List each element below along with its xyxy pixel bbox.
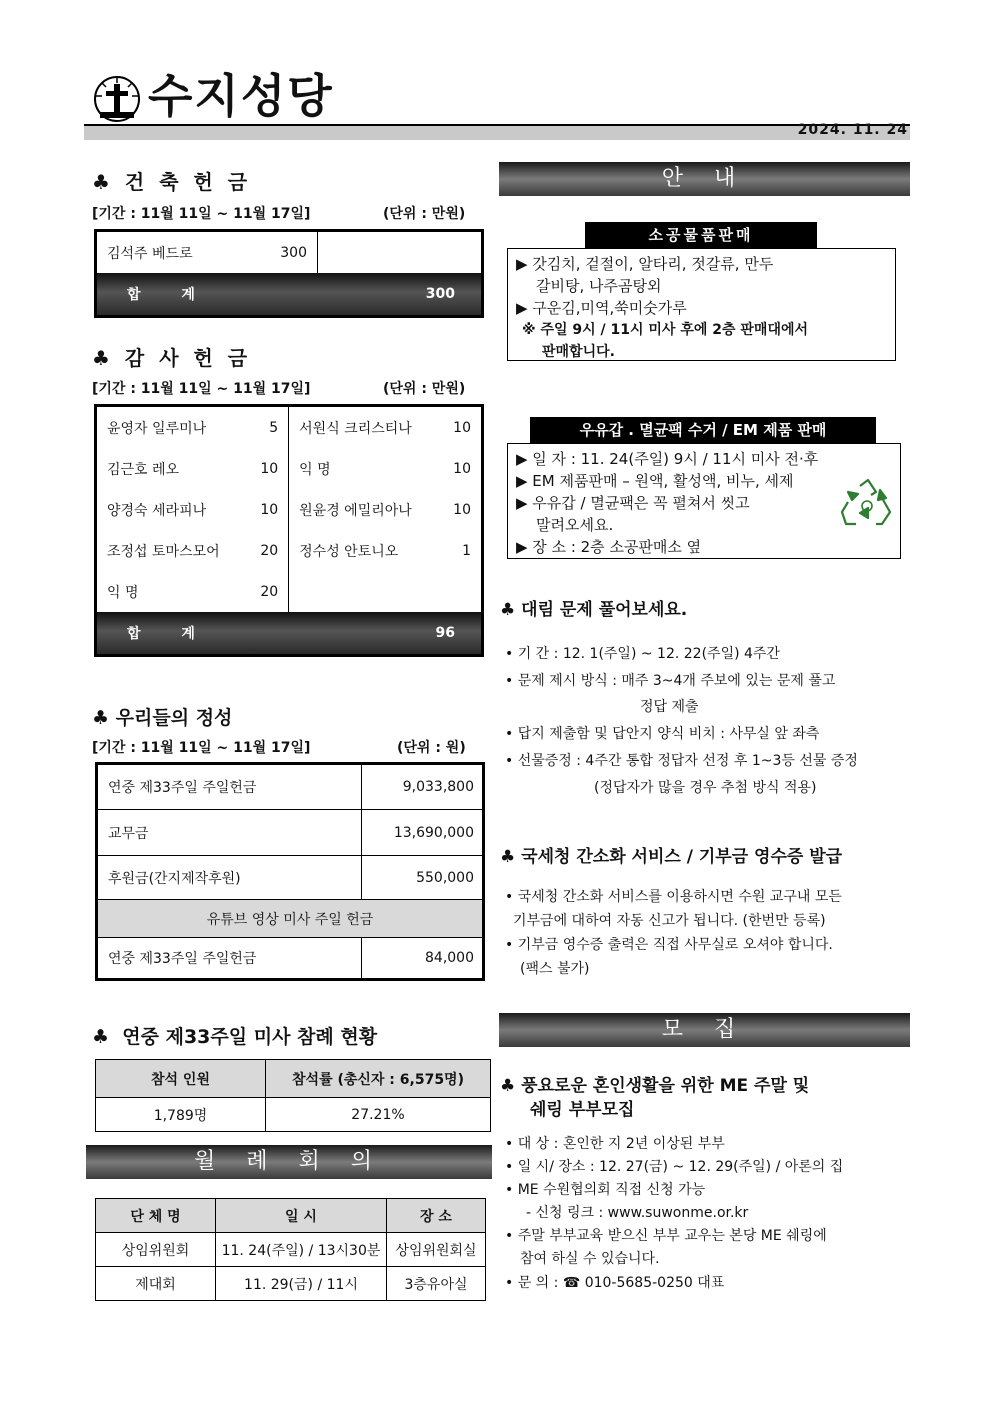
donor-name: 익 명 <box>107 584 139 601</box>
thanks-offering-title: ♣ 감 사 헌 금 <box>92 346 252 370</box>
table-row <box>96 1267 486 1301</box>
donor-name: 익 명 <box>299 461 331 478</box>
building-fund-period: [기간 : 11월 11일 ~ 11월 17일] <box>92 206 311 222</box>
donor-amount: 10 <box>453 419 471 436</box>
meeting-place: 상임위원회실 <box>387 1233 486 1267</box>
meeting-time: 11. 29(금) / 11시 <box>216 1267 387 1301</box>
table-row <box>97 938 484 980</box>
notice-line: ▶ 갓김치, 겉절이, 알타리, 젓갈류, 만두 <box>516 255 774 273</box>
item-amount: 13,690,000 <box>362 810 484 856</box>
table-row <box>96 448 483 489</box>
donor-amount: 10 <box>249 448 289 489</box>
table-row <box>96 406 483 449</box>
notice-line: ▶ 우유갑 / 멸균팩은 꼭 펼쳐서 씻고 <box>516 494 750 512</box>
notice-line: 말려오세요. <box>536 516 614 534</box>
sale-box <box>507 248 896 361</box>
table-row <box>96 1233 486 1267</box>
recruit-title-2: 쉐링 부부모집 <box>530 1100 635 1120</box>
donor-amount: 20 <box>249 571 289 612</box>
recruit-line: • 일 시/ 장소 : 12. 27(금) ~ 12. 29(주일) / 아론의 집 <box>505 1159 844 1175</box>
item-name: 연중 제33주일 주일헌금 <box>97 938 362 980</box>
tax-line: 기부금에 대하여 자동 신고가 됩니다. (한번만 등록) <box>513 913 826 929</box>
recruit-line: • 주말 부부교육 받으신 부부 교우는 본당 ME 쉐링에 <box>505 1228 827 1244</box>
attendance-title: ♣ 연중 제33주일 미사 참례 현황 <box>92 1026 378 1048</box>
notice-line: ▶ EM 제품판매 – 원액, 활성액, 비누, 세제 <box>516 472 794 490</box>
table-row <box>97 856 484 900</box>
item-amount: 550,000 <box>362 856 484 900</box>
donor-name: 윤영자 일루미나 <box>107 420 207 437</box>
total-amount: 96 <box>426 612 483 656</box>
attendance-count: 1,789명 <box>96 1098 266 1132</box>
item-name: 후원금(간지제작후원) <box>97 856 362 900</box>
column-header: 단 체 명 <box>96 1199 216 1233</box>
donor-amount: 300 <box>267 231 318 274</box>
quiz-title: ♣ 대림 문제 풀어보세요. <box>500 600 688 620</box>
group-name: 제대회 <box>96 1267 216 1301</box>
recycle-icon <box>838 478 898 534</box>
recruit-line: - 신청 링크 : www.suwonme.or.kr <box>526 1205 749 1221</box>
donor-amount: 20 <box>249 530 289 571</box>
quiz-line: • 선물증정 : 4주간 통합 정답자 선정 후 1~3등 선물 증정 <box>505 753 858 769</box>
total-label: 합 계 <box>96 273 268 317</box>
quiz-line: • 문제 제시 방식 : 매주 3~4개 주보에 있는 문제 풀고 <box>505 673 836 689</box>
table-header-row <box>96 1199 486 1233</box>
tax-line: (팩스 불가) <box>520 961 590 977</box>
donor-amount: 10 <box>249 489 289 530</box>
recruit-banner: 모 집 <box>499 1013 910 1047</box>
donor-name: 양경숙 세라피나 <box>107 502 207 519</box>
club-icon: ♣ <box>500 1076 516 1096</box>
monthly-meeting-banner: 월 례 회 의 <box>86 1145 492 1179</box>
club-icon: ♣ <box>500 600 516 620</box>
donor-amount: 10 <box>453 460 471 477</box>
column-header: 참석률 (총신자 : 6,575명) <box>266 1060 491 1098</box>
donor-amount: 1 <box>462 542 471 559</box>
our-offering-unit: (단위 : 원) <box>397 740 466 756</box>
notice-line: ▶ 일 자 : 11. 24(주일) 9시 / 11시 미사 전·후 <box>516 450 819 468</box>
table-row <box>97 810 484 856</box>
meeting-time: 11. 24(주일) / 13시30분 <box>216 1233 387 1267</box>
donor-amount: 10 <box>453 501 471 518</box>
attendance-rate: 27.21% <box>266 1098 491 1132</box>
notice-banner: 안 내 <box>499 162 910 196</box>
item-name: 교무금 <box>97 810 362 856</box>
table-row <box>96 489 483 530</box>
donor-name: 원윤경 에밀리아나 <box>299 502 412 519</box>
notice-line: ▶ 구운김,미역,쑥미숫가루 <box>516 299 687 317</box>
church-name: 수지성당 <box>148 69 334 123</box>
donor-name: 김석주 베드로 <box>107 245 193 262</box>
group-name: 상임위원회 <box>96 1233 216 1267</box>
empty-cell <box>318 231 483 274</box>
item-amount: 9,033,800 <box>362 764 484 810</box>
recruit-line: • 대 상 : 혼인한 지 2년 이상된 부부 <box>505 1136 725 1152</box>
recycle-tag: 우유갑 . 멸균팩 수거 / EM 제품 판매 <box>530 417 876 443</box>
tax-title: ♣ 국세청 간소화 서비스 / 기부금 영수증 발급 <box>500 847 843 867</box>
donor-name: 조정섭 토마스모어 <box>107 543 220 560</box>
building-fund-unit: (단위 : 만원) <box>383 206 466 222</box>
table-row <box>96 571 483 612</box>
building-fund-table <box>94 229 484 318</box>
meeting-place: 3층유아실 <box>387 1267 486 1301</box>
thanks-offering-unit: (단위 : 만원) <box>383 381 466 397</box>
thanks-offering-period: [기간 : 11월 11일 ~ 11월 17일] <box>92 381 311 397</box>
building-fund-title: ♣ 건 축 헌 금 <box>92 170 252 194</box>
column-header: 참석 인원 <box>96 1060 266 1098</box>
quiz-line: (정답자가 많을 경우 추첨 방식 적용) <box>594 780 817 796</box>
youtube-header: 유튜브 영상 미사 주일 헌금 <box>97 900 484 938</box>
sale-tag: 소공물품판매 <box>585 222 817 248</box>
our-offering-period: [기간 : 11월 11일 ~ 11월 17일] <box>92 740 311 756</box>
notice-line: ▶ 장 소 : 2층 소공판매소 옆 <box>516 538 702 556</box>
recruit-line: • ME 수원협의회 직접 신청 가능 <box>505 1182 706 1198</box>
donor-amount: 5 <box>249 406 289 449</box>
recruit-line: • 문 의 : ☎ 010-5685-0250 대표 <box>505 1275 725 1291</box>
quiz-line: 정답 제출 <box>640 699 699 715</box>
tax-line: • 국세청 간소화 서비스를 이용하시면 수원 교구내 모든 <box>505 889 842 905</box>
attendance-table <box>95 1059 491 1132</box>
church-logo-icon <box>92 74 142 124</box>
youtube-header-row <box>97 900 484 938</box>
donor-name: 서원식 크리스티나 <box>299 420 412 437</box>
notice-line: 갈비탕, 나주곰탕외 <box>536 277 662 295</box>
total-label: 합 계 <box>96 612 249 656</box>
our-offering-table <box>95 762 485 981</box>
notice-line: 판매합니다. <box>542 344 615 360</box>
total-row <box>96 273 483 317</box>
header-bar <box>84 126 910 140</box>
column-header: 일 시 <box>216 1199 387 1233</box>
tax-line: • 기부금 영수증 출력은 직접 사무실로 오셔야 합니다. <box>505 937 833 953</box>
club-icon: ♣ <box>92 346 114 370</box>
notice-line: ※ 주일 9시 / 11시 미사 후에 2층 판매대에서 <box>522 322 809 338</box>
column-header: 장 소 <box>387 1199 486 1233</box>
issue-date: 2024. 11. 24 <box>797 122 908 138</box>
item-name: 연중 제33주일 주일헌금 <box>97 764 362 810</box>
club-icon: ♣ <box>92 1026 110 1048</box>
recruit-line: 참여 하실 수 있습니다. <box>520 1251 660 1267</box>
donor-name: 정수성 안토니오 <box>299 543 399 560</box>
table-row <box>97 764 484 810</box>
club-icon: ♣ <box>92 170 114 194</box>
donor-name: 김근호 레오 <box>107 461 180 478</box>
item-amount: 84,000 <box>362 938 484 980</box>
our-offering-title: ♣ 우리들의 정성 <box>92 707 233 729</box>
table-row <box>96 530 483 571</box>
total-row <box>96 612 483 656</box>
meeting-table <box>95 1198 486 1301</box>
quiz-line: • 기 간 : 12. 1(주일) ~ 12. 22(주일) 4주간 <box>505 646 780 662</box>
table-row <box>96 1098 491 1132</box>
total-amount: 300 <box>318 273 483 317</box>
table-row <box>96 231 483 274</box>
club-icon: ♣ <box>92 707 110 729</box>
thanks-offering-table <box>94 404 484 657</box>
quiz-line: • 답지 제출함 및 답안지 양식 비치 : 사무실 앞 좌측 <box>505 726 820 742</box>
club-icon: ♣ <box>500 847 516 867</box>
table-header-row <box>96 1060 491 1098</box>
recruit-title: ♣ 풍요로운 혼인생활을 위한 ME 주말 및 <box>500 1076 810 1096</box>
